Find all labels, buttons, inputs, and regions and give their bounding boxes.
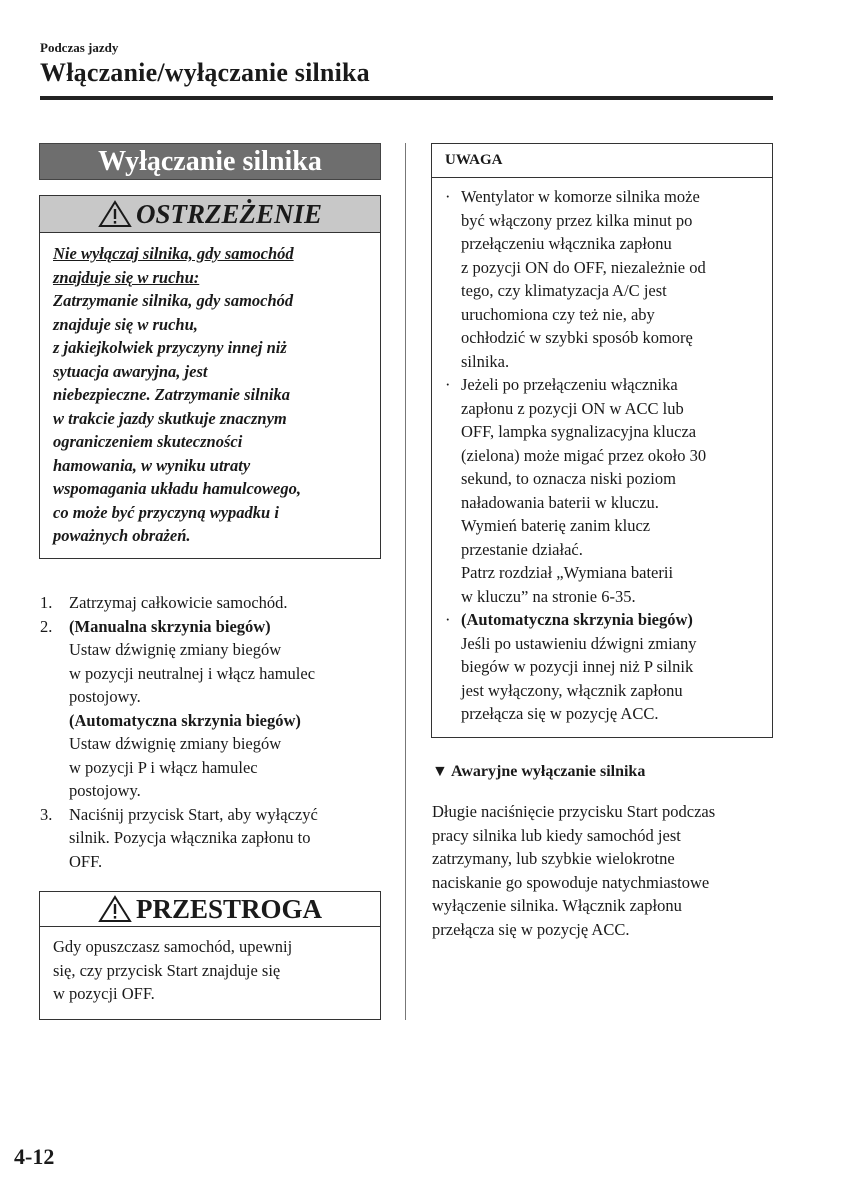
warning-line: poważnych obrażeń. [53, 526, 191, 545]
step-text: Zatrzymaj całkowicie samochód. [69, 593, 288, 612]
subsection-heading [432, 763, 645, 781]
note-line: być włączony przez kilka minut po [461, 210, 693, 230]
warning-heading-line: Nie wyłączaj silnika, gdy samochód [53, 244, 294, 263]
paragraph-line: pracy silnika lub kiedy samochód jest [432, 825, 681, 845]
warning-label: OSTRZEŻENIE [135, 198, 323, 229]
step-text [69, 615, 380, 803]
note-bullet [445, 185, 763, 373]
step-line: w pozycji neutralnej i włącz hamulec [69, 663, 316, 683]
warning-line: ograniczeniem skuteczności [53, 432, 243, 451]
step-number: 3. [40, 804, 53, 824]
note-line: naładowania baterii w kluczu. [461, 492, 659, 512]
note-line: OFF, lampka sygnalizacyjna klucza [461, 422, 697, 441]
section-title: Wyłączanie silnika [98, 145, 322, 177]
note-box [431, 143, 773, 738]
step-item [40, 803, 380, 874]
caution-label: PRZESTROGA [135, 893, 323, 924]
warning-line: z jakiejkolwiek przyczyny innej niż [53, 338, 287, 357]
note-bullet [445, 608, 763, 726]
manual-transmission-label: (Manualna skrzynia biegów) [69, 616, 271, 636]
note-label: UWAGA [445, 152, 503, 168]
bullet-text [461, 185, 763, 373]
note-line: biegów w pozycji innej niż P silnik [461, 657, 694, 676]
warning-line: znajduje się w ruchu, [53, 314, 198, 334]
note-line: Wymień baterię zanim klucz [461, 516, 651, 535]
paragraph-line: zatrzymany, lub szybkie wielokrotne [432, 849, 675, 868]
note-line: (zielona) może migać przez około 30 [461, 445, 707, 465]
bullet-mark: · [445, 187, 451, 206]
automatic-transmission-label: (Automatyczna skrzynia biegów) [461, 610, 693, 629]
caution-line: Gdy opuszczasz samochód, upewnij [53, 937, 293, 956]
step-number: 2. [40, 616, 53, 636]
warning-line: niebezpieczne. Zatrzymanie silnika [53, 385, 290, 404]
note-line: Jeżeli po przełączeniu włącznika [461, 375, 678, 394]
caution-header [40, 892, 380, 927]
bullet-text [461, 608, 763, 726]
warning-heading-line: znajduje się w ruchu: [53, 267, 200, 287]
note-line: tego, czy klimatyzacja A/C jest [461, 281, 667, 300]
page-number: 4-12 [14, 1144, 55, 1169]
caution-box [39, 891, 381, 1020]
step-line: Ustaw dźwignię zmiany biegów [69, 734, 282, 753]
triangle-down-icon: ▼ [432, 763, 448, 780]
warning-line: sytuacja awaryjna, jest [53, 361, 208, 381]
note-line: zapłonu z pozycji ON w ACC lub [461, 398, 684, 418]
note-bullet [445, 373, 763, 608]
steps-list [40, 591, 380, 873]
step-line: Ustaw dźwignię zmiany biegów [69, 640, 282, 659]
paragraph-line: naciskanie go spowoduje natychmiastowe [432, 872, 710, 892]
step-item [40, 615, 380, 803]
bullet-mark: · [445, 610, 451, 629]
step-line: w pozycji P i włącz hamulec [69, 757, 258, 777]
step-item [40, 591, 380, 615]
paragraph-line: Długie naciśnięcie przycisku Start podczas [432, 802, 716, 821]
bullet-mark: · [445, 375, 451, 394]
warning-triangle-icon [98, 200, 132, 228]
step-line: postojowy. [69, 781, 141, 800]
note-line: przełącza się w pozycję ACC. [461, 704, 659, 723]
warning-line: hamowania, w wyniku utraty [53, 455, 251, 475]
automatic-transmission-label: (Automatyczna skrzynia biegów) [69, 710, 301, 730]
note-line: jest wyłączony, włącznik zapłonu [461, 680, 683, 700]
bullet-text [461, 373, 763, 608]
caution-line: w pozycji OFF. [53, 984, 155, 1003]
paragraph-line: przełącza się w pozycję ACC. [432, 919, 630, 939]
warning-triangle-icon [98, 895, 132, 923]
warning-line: w trakcie jazdy skutkuje znacznym [53, 408, 287, 428]
note-body [445, 185, 763, 726]
warning-body [53, 242, 371, 548]
step-line: silnik. Pozycja włącznika zapłonu to [69, 828, 311, 847]
subsection-title: Awaryjne wyłączanie silnika [450, 763, 646, 780]
note-line: silnika. [461, 351, 510, 371]
caution-line: się, czy przycisk Start znajduje się [53, 960, 281, 980]
step-line: OFF. [69, 851, 103, 871]
caution-body [53, 935, 371, 1006]
note-line: w kluczu” na stronie 6-35. [461, 586, 636, 606]
warning-heading [53, 242, 371, 289]
step-number: 1. [40, 593, 53, 612]
step-text [69, 803, 380, 874]
note-line: Jeśli po ustawieniu dźwigni zmiany [461, 633, 697, 653]
subsection-paragraph [432, 800, 772, 941]
step-line: Naciśnij przycisk Start, aby wyłączyć [69, 804, 318, 824]
note-line: uruchomiona czy też nie, aby [461, 304, 655, 324]
step-line: postojowy. [69, 687, 141, 706]
section-title-bar [39, 143, 381, 180]
note-line: przełączeniu włącznika zapłonu [461, 234, 672, 253]
title-rule [40, 96, 773, 100]
paragraph-line: wyłączenie silnika. Włącznik zapłonu [432, 896, 682, 915]
note-line: Patrz rozdział „Wymiana baterii [461, 563, 674, 582]
note-line: Wentylator w komorze silnika może [461, 187, 700, 206]
note-line: sekund, to oznacza niski poziom [461, 469, 676, 488]
note-line: przestanie działać. [461, 539, 583, 559]
warning-line: Zatrzymanie silnika, gdy samochód [53, 291, 294, 310]
note-header [432, 144, 772, 178]
column-divider [405, 143, 406, 1020]
warning-box [39, 195, 381, 559]
warning-header [40, 196, 380, 233]
warning-line: co może być przyczyną wypadku i [53, 502, 279, 522]
note-line: z pozycji ON do OFF, niezależnie od [461, 257, 706, 277]
note-line: ochłodzić w szybki sposób komorę [461, 328, 693, 347]
section-label: Podczas jazdy [40, 40, 119, 55]
page-title: Włączanie/wyłączanie silnika [40, 58, 370, 87]
warning-line: wspomagania układu hamulcowego, [53, 479, 302, 498]
